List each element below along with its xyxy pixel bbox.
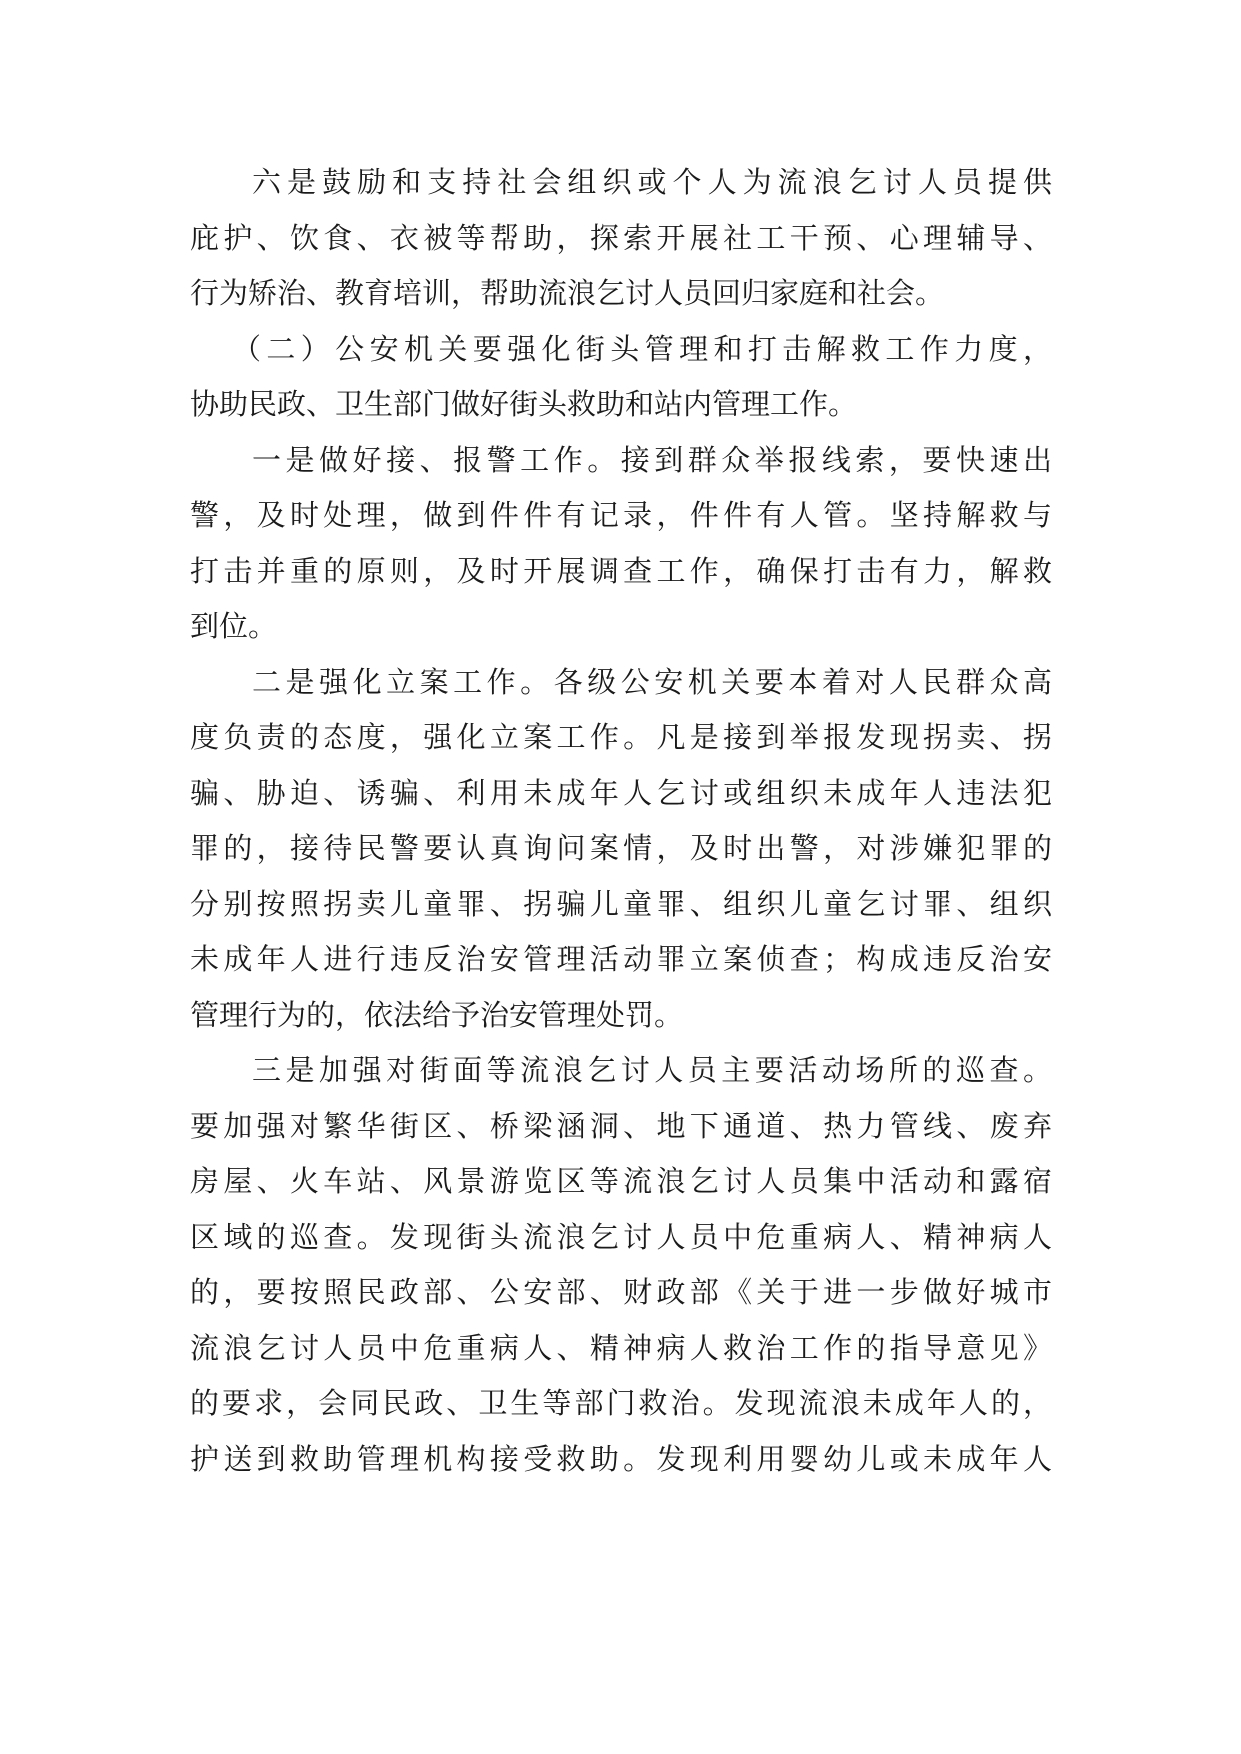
item-2-line-4: 罪的，接待民警要认真询问案情，及时出警，对涉嫌犯罪的: [190, 831, 1052, 865]
document-page: [190, 155, 1052, 1487]
paragraph-6-line-1: 六是鼓励和支持社会组织或个人为流浪乞讨人员提供: [252, 165, 1052, 199]
item-1-line-3: 打击并重的原则，及时开展调查工作，确保打击有力，解救: [190, 553, 1052, 588]
item-2-line-6: 未成年人进行违反治安管理活动罪立案侦查；构成违反治安: [190, 942, 1052, 976]
item-1-line-1: 一是做好接、报警工作。接到群众举报线索，要快速出: [252, 442, 1052, 477]
paragraph-6-line-2: 庇护、饮食、衣被等帮助，探索开展社工干预、心理辅导、: [190, 220, 1052, 255]
item-3-line-3: 房屋、火车站、风景游览区等流浪乞讨人员集中活动和露宿: [190, 1164, 1052, 1198]
item-1-line-2: 警，及时处理，做到件件有记录，件件有人管。坚持解救与: [190, 498, 1052, 532]
item-3-line-4: 区域的巡查。发现街头流浪乞讨人员中危重病人、精神病人: [190, 1219, 1052, 1254]
item-1-line-4: 到位。: [190, 609, 278, 643]
section-2-heading-line-2: 协助民政、卫生部门做好街头救助和站内管理工作。: [190, 387, 858, 421]
item-2-line-2: 度负责的态度，强化立案工作。凡是接到举报发现拐卖、拐: [190, 720, 1052, 754]
item-3-line-5: 的，要按照民政部、公安部、财政部《关于进一步做好城市: [190, 1275, 1052, 1309]
item-3-line-6: 流浪乞讨人员中危重病人、精神病人救治工作的指导意见》: [190, 1330, 1052, 1365]
item-2-line-5: 分别按照拐卖儿童罪、拐骗儿童罪、组织儿童乞讨罪、组织: [190, 886, 1052, 921]
item-2-line-1: 二是强化立案工作。各级公安机关要本着对人民群众高: [252, 664, 1052, 699]
paragraph-6-line-3: 行为矫治、教育培训，帮助流浪乞讨人员回归家庭和社会。: [190, 276, 945, 310]
item-3-line-1: 三是加强对街面等流浪乞讨人员主要活动场所的巡查。: [252, 1053, 1052, 1087]
item-2-line-7: 管理行为的，依法给予治安管理处罚。: [190, 997, 684, 1032]
item-3-line-8: 护送到救助管理机构接受救助。发现利用婴幼儿或未成年人: [190, 1441, 1052, 1476]
item-3-line-7: 的要求，会同民政、卫生等部门救治。发现流浪未成年人的，: [190, 1386, 1052, 1420]
item-2-line-3: 骗、胁迫、诱骗、利用未成年人乞讨或组织未成年人违法犯: [190, 775, 1052, 810]
section-2-heading-line-1: （二）公安机关要强化街头管理和打击解救工作力度，: [232, 331, 1052, 366]
item-3-line-2: 要加强对繁华街区、桥梁涵洞、地下通道、热力管线、废弃: [190, 1108, 1052, 1143]
